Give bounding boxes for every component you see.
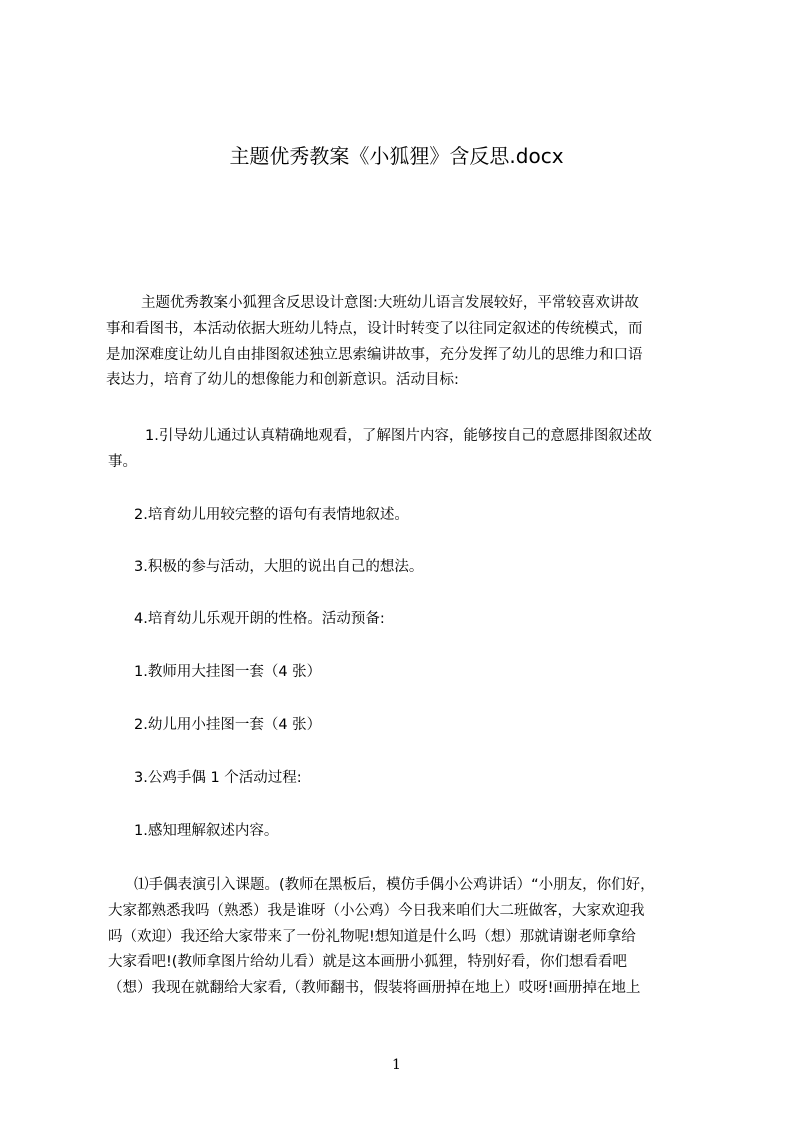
intro-line: 主题优秀教案小狐狸含反思设计意图:大班幼儿语言发展较好，平常较喜欢讲故	[141, 295, 639, 311]
prep-item-3: 3.公鸡手偶 1 个活动过程:	[134, 770, 302, 786]
intro-line: 事和看图书，本活动依据大班幼儿特点，设计时转变了以往同定叙述的传统模式，而	[106, 320, 643, 337]
goal-item-4: 4.培育幼儿乐观开朗的性格。活动预备:	[134, 611, 385, 627]
process-line: 大家都熟悉我吗（熟悉）我是谁呀（小公鸡）今日我来咱们大二班做客，大家欢迎我	[108, 902, 645, 919]
process-step-1-1	[108, 873, 655, 1002]
page-number: 1	[392, 1057, 401, 1073]
process-line: 吗（欢迎）我还给大家带来了一份礼物呢!想知道是什么吗（想）那就请谢老师拿给	[108, 928, 636, 945]
goal-1-line: 1.引导幼儿通过认真精确地观看，了解图片内容，能够按自己的意愿排图叙述故	[145, 428, 652, 444]
goal-item-3: 3.积极的参与活动，大胆的说出自己的想法。	[134, 559, 424, 575]
process-line: ⑴手偶表演引入课题。(教师在黑板后，模仿手偶小公鸡讲话）“小朋友，你们好，	[134, 877, 655, 893]
process-line: （想）我现在就翻给大家看,（教师翻书，假装将画册掉在地上）哎呀!画册掉在地上	[108, 980, 641, 997]
process-line: 大家看吧!(教师拿图片给幼儿看）就是这本画册小狐狸，特别好看，你们想看看吧	[108, 954, 627, 971]
intro-paragraph	[106, 291, 643, 394]
intro-line: 表达力，培育了幼儿的想像能力和创新意识。活动目标:	[106, 372, 459, 389]
intro-line: 是加深难度让幼儿自由排图叙述独立思索编讲故事，充分发挥了幼儿的思维力和口语	[106, 346, 643, 363]
goal-item-1	[108, 424, 652, 476]
page-title: 主题优秀教案《小狐狸》含反思.docx	[229, 144, 564, 168]
prep-item-2: 2.幼儿用小挂图一套（4 张）	[134, 717, 322, 733]
goal-item-2: 2.培育幼儿用较完整的语句有表情地叙述。	[134, 507, 409, 523]
prep-item-1: 1.教师用大挂图一套（4 张）	[134, 664, 322, 680]
goal-1-line: 事。	[108, 453, 137, 470]
process-item-1: 1.感知理解叙述内容。	[134, 823, 279, 839]
